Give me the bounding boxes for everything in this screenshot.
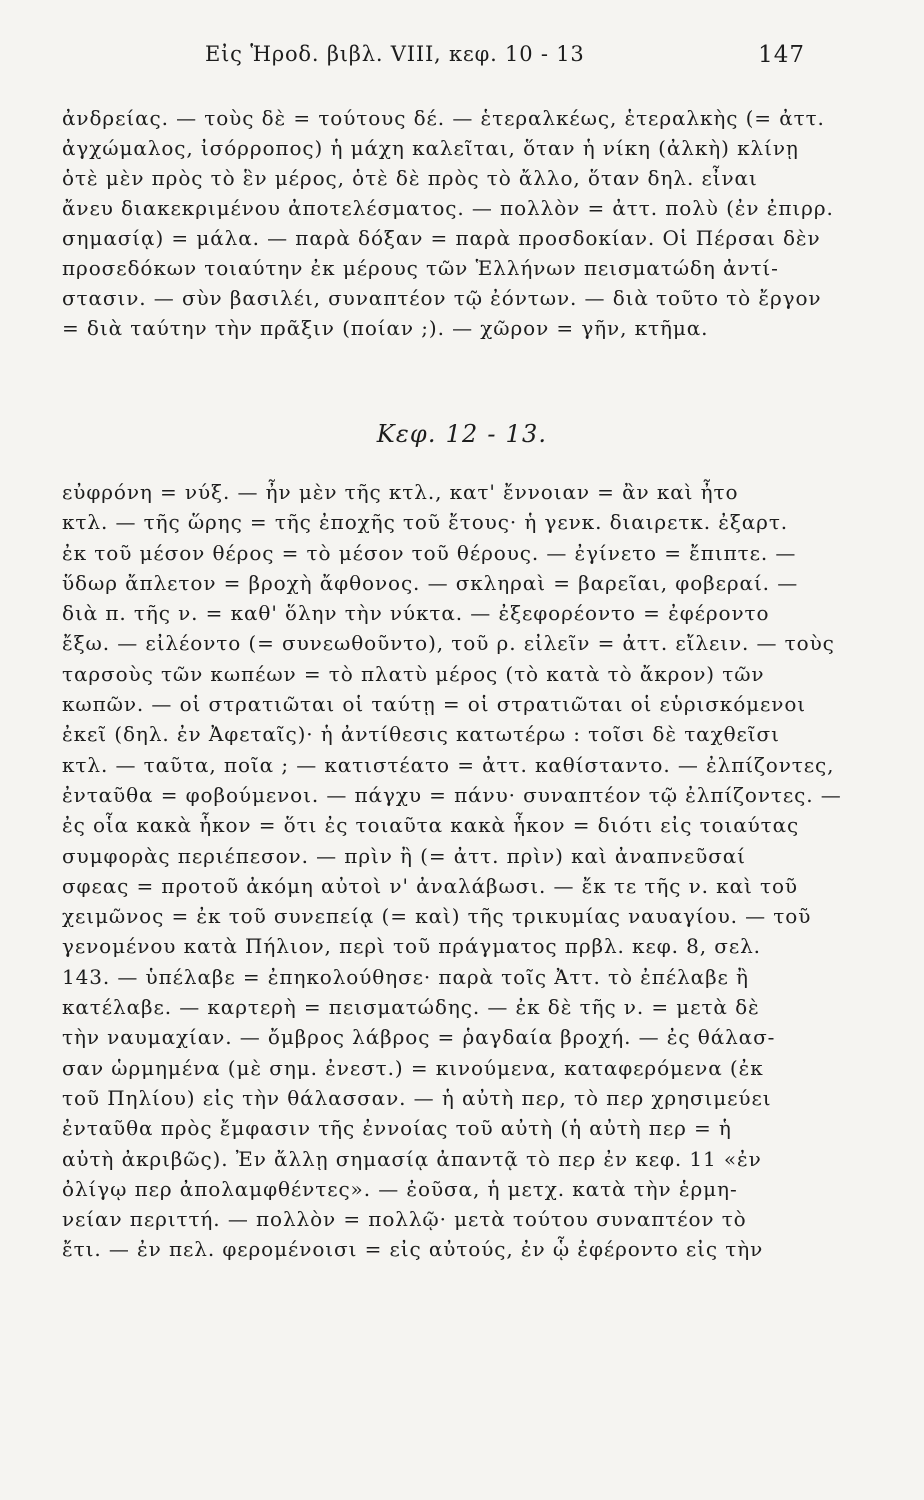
text-line: τὴν ναυμαχίαν. — ὄμβρος λάβρος = ῥαγδαία βροχή. — ἐς θάλασ- xyxy=(62,1025,776,1050)
text-line: σφεας = προτοῦ ἀκόμη αὐτοὶ ν' ἀναλάβωσι. — ἔκ τε τῆς ν. καὶ τοῦ xyxy=(62,873,798,898)
text-line: ὕδωρ ἄπλετον = βροχὴ ἄφθονος. — σκληραὶ = βαρεῖαι, φοβεραί. — xyxy=(62,570,799,595)
text-line: τοῦ Πηλίου) εἰς τὴν θάλασσαν. — ἡ αὐτὴ περ, τὸ περ χρησιμεύει xyxy=(62,1085,772,1110)
text-line: ἔτι. — ἐν πελ. φερομένοισι = εἰς αὐτούς, ἐν ᾧ ἐφέροντο εἰς τὴν xyxy=(62,1237,764,1262)
text-line: αὐτὴ ἀκριβῶς). Ἐν ἄλλῃ σημασίᾳ ἀπαντᾷ τὸ περ ἐν κεφ. 11 «ἐν xyxy=(62,1146,762,1171)
text-line: ἐκ τοῦ μέσον θέρος = τὸ μέσον τοῦ θέρους. — ἐγίνετο = ἔπιπτε. — xyxy=(62,540,797,565)
text-line: κτλ. — τῆς ὥρης = τῆς ἐποχῆς τοῦ ἔτους· ἡ γενκ. διαιρετκ. ἐξαρτ. xyxy=(62,510,789,535)
text-line: συμφορὰς περιέπεσον. — πρὶν ἢ (= ἀττ. πρὶν) καὶ ἀναπνεῦσαί xyxy=(62,843,746,868)
text-line: εὐφρόνη = νύξ. — ἦν μὲν τῆς κτλ., κατ' ἔννοιαν = ἂν καὶ ἦτο xyxy=(62,480,739,504)
commentary-block-two xyxy=(62,477,842,1265)
running-head: Εἰς Ἡροδ. βιβλ. VIII, κεφ. 10 - 13 xyxy=(205,42,585,66)
text-line: ἔξω. — εἰλέοντο (= συνεωθοῦντο), τοῦ ρ. εἰλεῖν = ἀττ. εἴλειν. — τοὺς xyxy=(62,631,835,656)
text-line: γενομένου κατὰ Πήλιον, περὶ τοῦ πράγματος πρβλ. κεφ. 8, σελ. xyxy=(62,934,761,959)
section-heading: Κεφ. 12 - 13. xyxy=(376,420,548,448)
text-line: 143. — ὑπέλαβε = ἐπηκολούθησε· παρὰ τοῖς Ἀττ. τὸ ἐπέλαβε ἢ xyxy=(62,964,749,989)
text-line: νείαν περιττή. — πολλὸν = πολλῷ· μετὰ τούτου συναπτέον τὸ xyxy=(62,1207,747,1232)
text-line: = διὰ ταύτην τὴν πρᾶξιν (ποίαν ;). — χῶρον = γῆν, κτῆμα. xyxy=(62,316,709,340)
text-line: κτλ. — ταῦτα, ποῖα ; — κατιστέατο = ἀττ. καθίσταντο. — ἐλπίζοντες, xyxy=(62,752,835,777)
text-line: ἀνδρείας. — τοὺς δὲ = τούτους δέ. — ἑτεραλκέως, ἑτεραλκὴς (= ἀττ. xyxy=(62,106,825,130)
text-line: ἐνταῦθα πρὸς ἔμφασιν τῆς ἐννοίας τοῦ αὐτὴ (ἡ αὐτὴ περ = ἡ xyxy=(62,1116,732,1141)
text-line: χειμῶνος = ἐκ τοῦ συνεπείᾳ (= καὶ) τῆς τρικυμίας ναυαγίου. — τοῦ xyxy=(62,904,812,929)
text-line: ἐνταῦθα = φοβούμενοι. — πάγχυ = πάνυ· συναπτέον τῷ ἐλπίζοντες. — xyxy=(62,782,842,807)
text-line: ἐκεῖ (δηλ. ἐν Ἀφεταῖς)· ἡ ἀντίθεσις κατωτέρω : τοῖσι δὲ ταχθεῖσι xyxy=(62,722,780,747)
text-line: ὀλίγῳ περ ἀπολαμφθέντες». — ἐοῦσα, ἡ μετχ. κατὰ τὴν ἑρμη- xyxy=(62,1176,738,1201)
text-line: σαν ὡρμημένα (μὲ σημ. ἐνεστ.) = κινούμενα, καταφερόμενα (ἐκ xyxy=(62,1055,764,1080)
text-line: προσεδόκων τοιαύτην ἐκ μέρους τῶν Ἑλλήνων πεισματώδη ἀντί- xyxy=(62,256,779,280)
text-line: διὰ π. τῆς ν. = καθ' ὅλην τὴν νύκτα. — ἐξεφορέοντο = ἐφέροντο xyxy=(62,601,770,626)
text-line: ταρσοὺς τῶν κωπέων = τὸ πλατὺ μέρος (τὸ κατὰ τὸ ἄκρον) τῶν xyxy=(62,661,765,686)
text-line: ἐς οἷα κακὰ ἧκον = ὅτι ἐς τοιαῦτα κακὰ ἧκον = διότι εἰς τοιαύτας xyxy=(62,813,800,838)
commentary-block-one xyxy=(62,103,834,343)
text-line: ἀγχώμαλος, ἰσόρροπος) ἡ μάχη καλεῖται, ὅταν ἡ νίκη (ἀλκὴ) κλίνῃ xyxy=(62,136,799,160)
text-line: στασιν. — σὺν βασιλέι, συναπτέον τῷ ἐόντων. — διὰ τοῦτο τὸ ἔργον xyxy=(62,286,822,310)
text-line: σημασίᾳ) = μάλα. — παρὰ δόξαν = παρὰ προσδοκίαν. Οἱ Πέρσαι δὲν xyxy=(62,226,821,250)
page-header xyxy=(205,42,805,82)
text-line: κωπῶν. — οἱ στρατιῶται οἱ ταύτῃ = οἱ στρατιῶται οἱ εὑρισκόμενοι xyxy=(62,692,807,717)
text-line: κατέλαβε. — καρτερὴ = πεισματώδης. — ἐκ δὲ τῆς ν. = μετὰ δὲ xyxy=(62,995,760,1020)
text-line: ὁτὲ μὲν πρὸς τὸ ἓν μέρος, ὁτὲ δὲ πρὸς τὸ ἄλλο, ὅταν δηλ. εἶναι xyxy=(62,166,758,190)
text-line: ἄνευ διακεκριμένου ἀποτελέσματος. — πολλὸν = ἀττ. πολὺ (ἐν ἐπιρρ. xyxy=(62,196,834,220)
page-number: 147 xyxy=(758,42,805,68)
